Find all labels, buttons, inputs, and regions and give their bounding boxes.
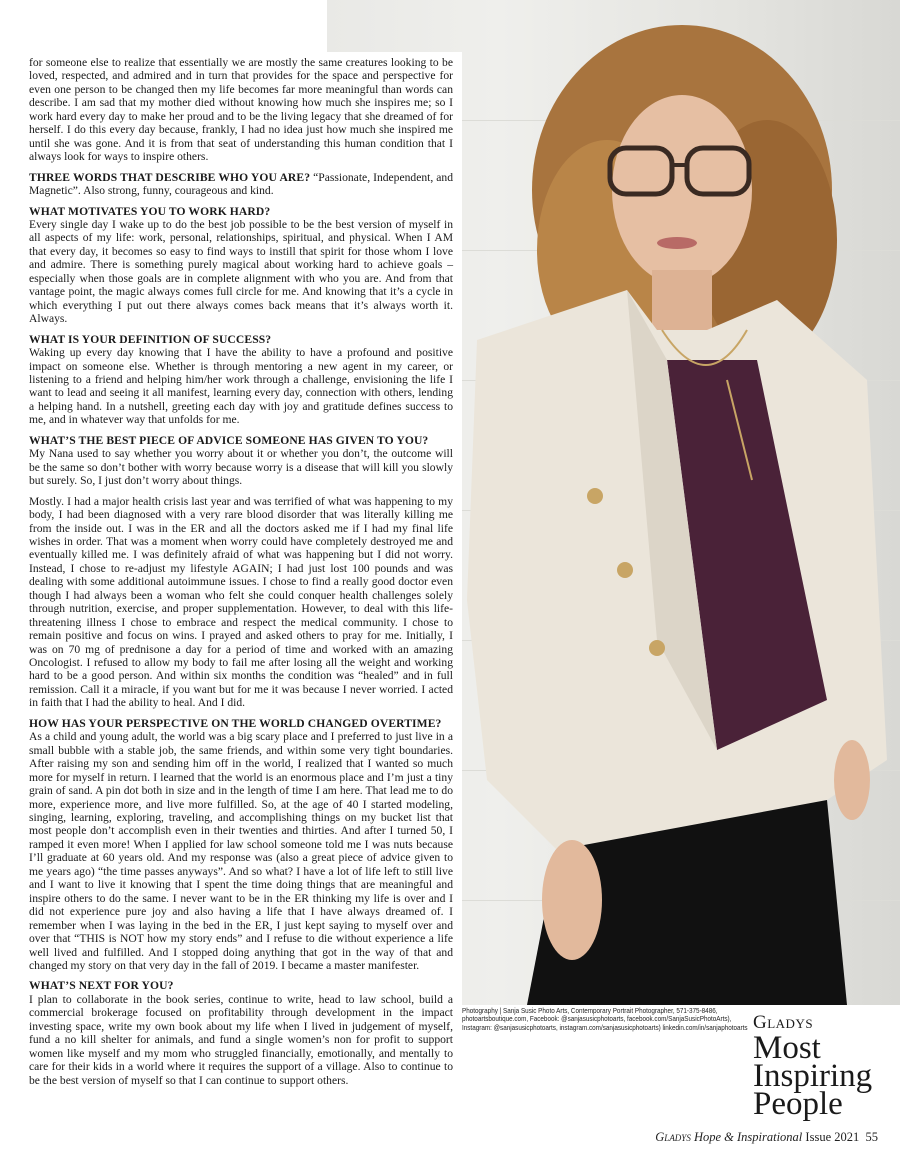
page-footer	[655, 1130, 878, 1145]
question-motivates: WHAT MOTIVATES YOU TO WORK HARD?	[29, 204, 271, 218]
brand-line-most: Most	[753, 1030, 821, 1066]
footer-magazine: Gladys	[655, 1130, 691, 1144]
qa-advice	[29, 434, 453, 488]
brand-line-inspiring: Inspiring	[753, 1058, 873, 1094]
footer-page-number: 55	[865, 1130, 878, 1144]
brand-line-people: People	[753, 1086, 843, 1122]
qa-next	[29, 979, 453, 1087]
answer-perspective: As a child and young adult, the world was a big scary place and I preferred to just live in a small bubble with a stable job, the same friends, and within some very tight boundaries. After raising my son and sending him off in the world, I realized that I wanted so much more for myself in return. I learned that the world is an enormous place and I’m just a tiny grain of sand. A pin dot both in size and in the length of time I am here. That lead me to do more, experience more, and live more fulfilled. So, at the age of 40 I started modeling, singing, learning, exploring, traveling, and accomplishing things on my bucket list that most people don’t accomplish even in their twenties and thirties. And after I turned 50, I ramped it even more! When I applied for law school someone told me I was nuts because I’ll graduate at 60 years old. And my response was (also a great piece of advice given to me years ago) “the time passes anyways”. And so what? I have a lot of life left to still live and I want to live it knowing that I spent the time doing things that are meaningful and inspire others to do the same. I never want to be in the ER thinking my life is over and I did not experience pure joy and also having a life that I have always dreamed of. I remember when I was laying in the bed in the ER, I just kept saying to myself over and over that “THIS is NOT how my story ends” and I refuse to die without experience a life well lived and fulfilled. And I stopped doing anything that got in the way of that and changed my story on that very day in the fall of 2019. I became a master manifester.	[29, 730, 453, 972]
answer-next: I plan to collaborate in the book series, continue to write, head to law school, build a commercial brokerage focused on profitability through development in the impact investing space, write my own book about my life when I lived in judgement of myself, fund a no kill shelter for animals, and fund a single women’s non for profit to support women like myself and my mom who struggled financially, emotionally, and mentally to care for their kids in a world where it requires the support of a village. Also to continue to be the best version of myself so that I can continue to support others.	[29, 992, 453, 1087]
most-inspiring-people-logo	[753, 1012, 893, 1122]
question-perspective: HOW HAS YOUR PERSPECTIVE ON THE WORLD CHANGED OVERTIME?	[29, 716, 442, 730]
question-success: WHAT IS YOUR DEFINITION OF SUCCESS?	[29, 332, 272, 346]
footer-issue-name: Hope & Inspirational	[693, 1130, 803, 1144]
qa-motivates	[29, 205, 453, 326]
photo-credit: Photography | Sanja Susic Photo Arts, Contemporary Portrait Photographer, 571-375-8486, photoartsboutique.com, Facebook: @sanjasusicphotoarts, facebook.com/SanjaSusicPhotoArts), Instagram: @sanjasusicphotoarts, instagram.com/sanjasusicphotoarts) linkedin.com/in/sanjaphotoarts	[462, 1006, 748, 1032]
intro-paragraph: for someone else to realize that essentially we are mostly the same creatures looking to be loved, respected, and admired and in turn that provides for the space and perspective for even one person to be changed then my life becomes far more meaningful than words can describe. I am sad that my mother died without knowing how much she inspires me; so I work hard every day to make her proud and to be the living legacy that she dreamed of for herself. I do this every day because, frankly, I had no idea just how much she inspired me until she was gone. And it is from that seat of understanding this human condition that I always look for ways to inspire others.	[29, 56, 453, 164]
qa-perspective	[29, 717, 453, 973]
qa-success	[29, 333, 453, 427]
advice-continued: Mostly. I had a major health crisis last year and was terrified of what was happening to my body, I had been diagnosed with a very rare blood disorder that was literally killing me from the inside out. I was in the ER and all the doctors asked me if I had my final life wishes in order. That was a moment when worry could have completely destroyed me and eventually killed me. I was definitely afraid of what was happening but I did not worry. Instead, I chose to re-adjust my lifestyle AGAIN; I had just lost 100 pounds and was dealing with some additional autoimmune issues. I chose to find a really good doctor even though I had always been a woman who felt she could conquer health challenges solely through nutrition, exercise, and proper supplementation. However, to deal with this life-threatening illness I chose to embrace and respect the medical community. I chose to remain positive and focus on wins. I prayed and asked others to pray for me. Initially, I was on 70 mg of prednisone a day for a period of time and worked with an amazing Oncologist. I refused to allow my body to fail me after losing all the weight and working hard to be a good person. And within six months the condition was “healed” and in full remission. Call it a miracle, if you want but for me it was because I never worried. I acted in faith that I had the ability to heal. And I did.	[29, 494, 453, 710]
answer-advice: My Nana used to say whether you worry about it or whether you don’t, the outcome will be the same so don’t bother with worry because worry is a disease that will kill you slowly but surely. So, I just don’t worry about things.	[29, 447, 453, 488]
qa-three-words	[29, 171, 453, 198]
question-next: WHAT’S NEXT FOR YOU?	[29, 979, 174, 993]
footer-issue-year: Issue 2021	[805, 1130, 860, 1144]
answer-motivates: Every single day I wake up to do the best job possible to be the best version of myself in all aspects of my life: work, personal, relationships, spiritual, and physical. When I AM that every day, it becomes so easy to find ways to instill that spirit for those whom I love and admire. There is something purely magical about working hard to achieve goals – especially when those goals are in complete alignment with who you are. And from that vantage point, the magic always comes full circle for me. And knowing that it’s a cycle in which everything I put out there always comes back means that it’s always worth it. Always.	[29, 217, 453, 326]
answer-three-words: “Passionate, Independent, and Magnetic”. Also strong, funny, courageous and kind.	[29, 170, 453, 198]
question-advice: WHAT’S THE BEST PIECE OF ADVICE SOMEONE HAS GIVEN TO YOU?	[29, 433, 429, 447]
answer-success: Waking up every day knowing that I have the ability to have a profound and positive impact on someone else. Whether is through mentoring a new agent in my career, or listening to a friend and helping him/her work through a challenge, envisioning the life I want to lead and seeing it all manifest, learning every day, connection with others, lending a helping hand. In a nutshell, greeting each day with joy and gratitude defines success to me, and in whatever way that unfolds for me.	[29, 346, 453, 427]
article-body	[29, 56, 453, 1094]
question-three-words: THREE WORDS THAT DESCRIBE WHO YOU ARE?	[29, 170, 311, 184]
brand-gladys: Gladys	[753, 1012, 814, 1033]
